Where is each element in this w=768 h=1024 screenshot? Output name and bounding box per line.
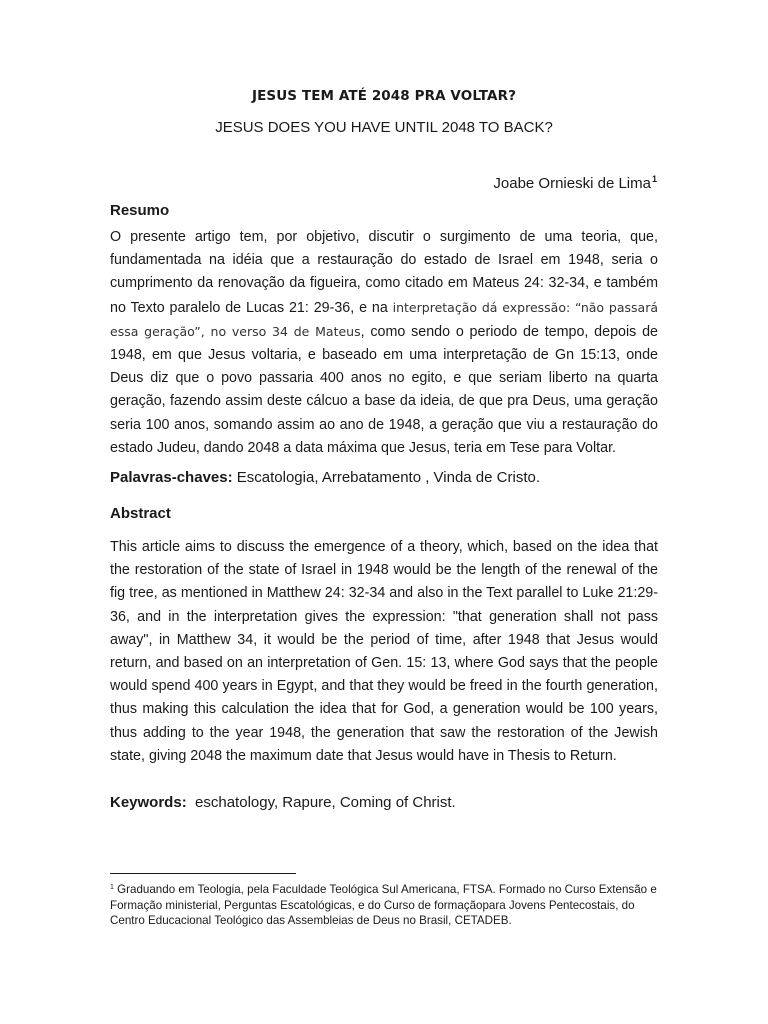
abstract-paragraph: This article aims to discuss the emergence of a theory, which, based on the idea that the restoration of the state of Israel in 1948 would be the length of the renewal of the fig tree, as mentioned in Matthew 24: 32-34 and also in the Text parallel to Luke 21:29-36, and in the interpretation gives the expression: "that generation shall not pass away", in Matthew 34, it would be the period of time, after 1948 that Jesus would return, and based on an interpretation of Gen. 15: 13, where God says that the people would spend 400 years in Egypt, and that they would be freed in the fourth generation, thus making this calculation the idea that for God, a generation would be 100 years, thus adding to the year 1948, the generation that saw the restoration of the Jewish state, giving 2048 the maximum date that Jesus would have in Thesis to Return.	[110, 539, 658, 764]
keywords-label: Keywords:	[110, 794, 187, 811]
author-name	[493, 174, 657, 192]
document-subtitle: JESUS DOES YOU HAVE UNTIL 2048 TO BACK?	[215, 119, 553, 136]
keywords-line	[110, 794, 456, 811]
footnote-text: Graduando em Teologia, pela Faculdade Teológica Sul Americana, FTSA. Formado no Curso Extensão e Formação ministerial, Perguntas Escatológicas, e do Curso de formaçãopara Jovens Pentecostais, do Centro Educacional Teológico das Assembleias de Deus no Brasil, CETADEB.	[110, 883, 657, 927]
keywords-value: eschatology, Rapure, Coming of Christ.	[195, 794, 456, 811]
resumo-text-part2: , como sendo o periodo de tempo, depois de 1948, em que Jesus voltaria, e baseado em uma interpretação de Gn 15:13, onde Deus diz que o povo passaria 400 anos no egito, e que seriam liberto na quarta geração, fazendo assim deste cálcuo a base da ideia, de que pra Deus, uma geração seria 100 anos, somando assim ao ano de 1948, a geração que viu a restauração do estado Judeu, dando 2048 a data máxima que Jesus, teria em Tese para Voltar.	[110, 323, 658, 456]
author-name-text: Joabe Ornieski de Lima	[493, 175, 651, 192]
resumo-text-part1: O presente artigo tem, por objetivo, discutir o surgimento de uma teoria, que, fundamentada na idéia que a restauração do estado de Israel em 1948, seria o cumprimento da renovação da figueira, como citado em Mateus 24: 32-34, e também no Texto paralelo de Lucas 21: 29-36, e na	[110, 229, 658, 316]
author-footnote-mark: 1	[651, 174, 657, 184]
resumo-heading: Resumo	[110, 202, 170, 219]
abstract-heading: Abstract	[110, 505, 171, 522]
footnote-divider	[110, 873, 296, 874]
palavras-chaves-line	[110, 469, 540, 486]
footnote-mark: 1	[110, 884, 114, 891]
resumo-paragraph	[110, 226, 658, 460]
resumo-text-highlight: interpretação dá expressão: “não passará essa geração”, no verso 34 de Mateus	[110, 299, 658, 339]
palavras-chaves-label: Palavras-chaves:	[110, 469, 233, 486]
footnote	[110, 880, 670, 929]
palavras-chaves-value: Escatologia, Arrebatamento , Vinda de Cristo.	[236, 469, 540, 486]
document-title: JESUS TEM ATÉ 2048 PRA VOLTAR?	[251, 88, 517, 104]
